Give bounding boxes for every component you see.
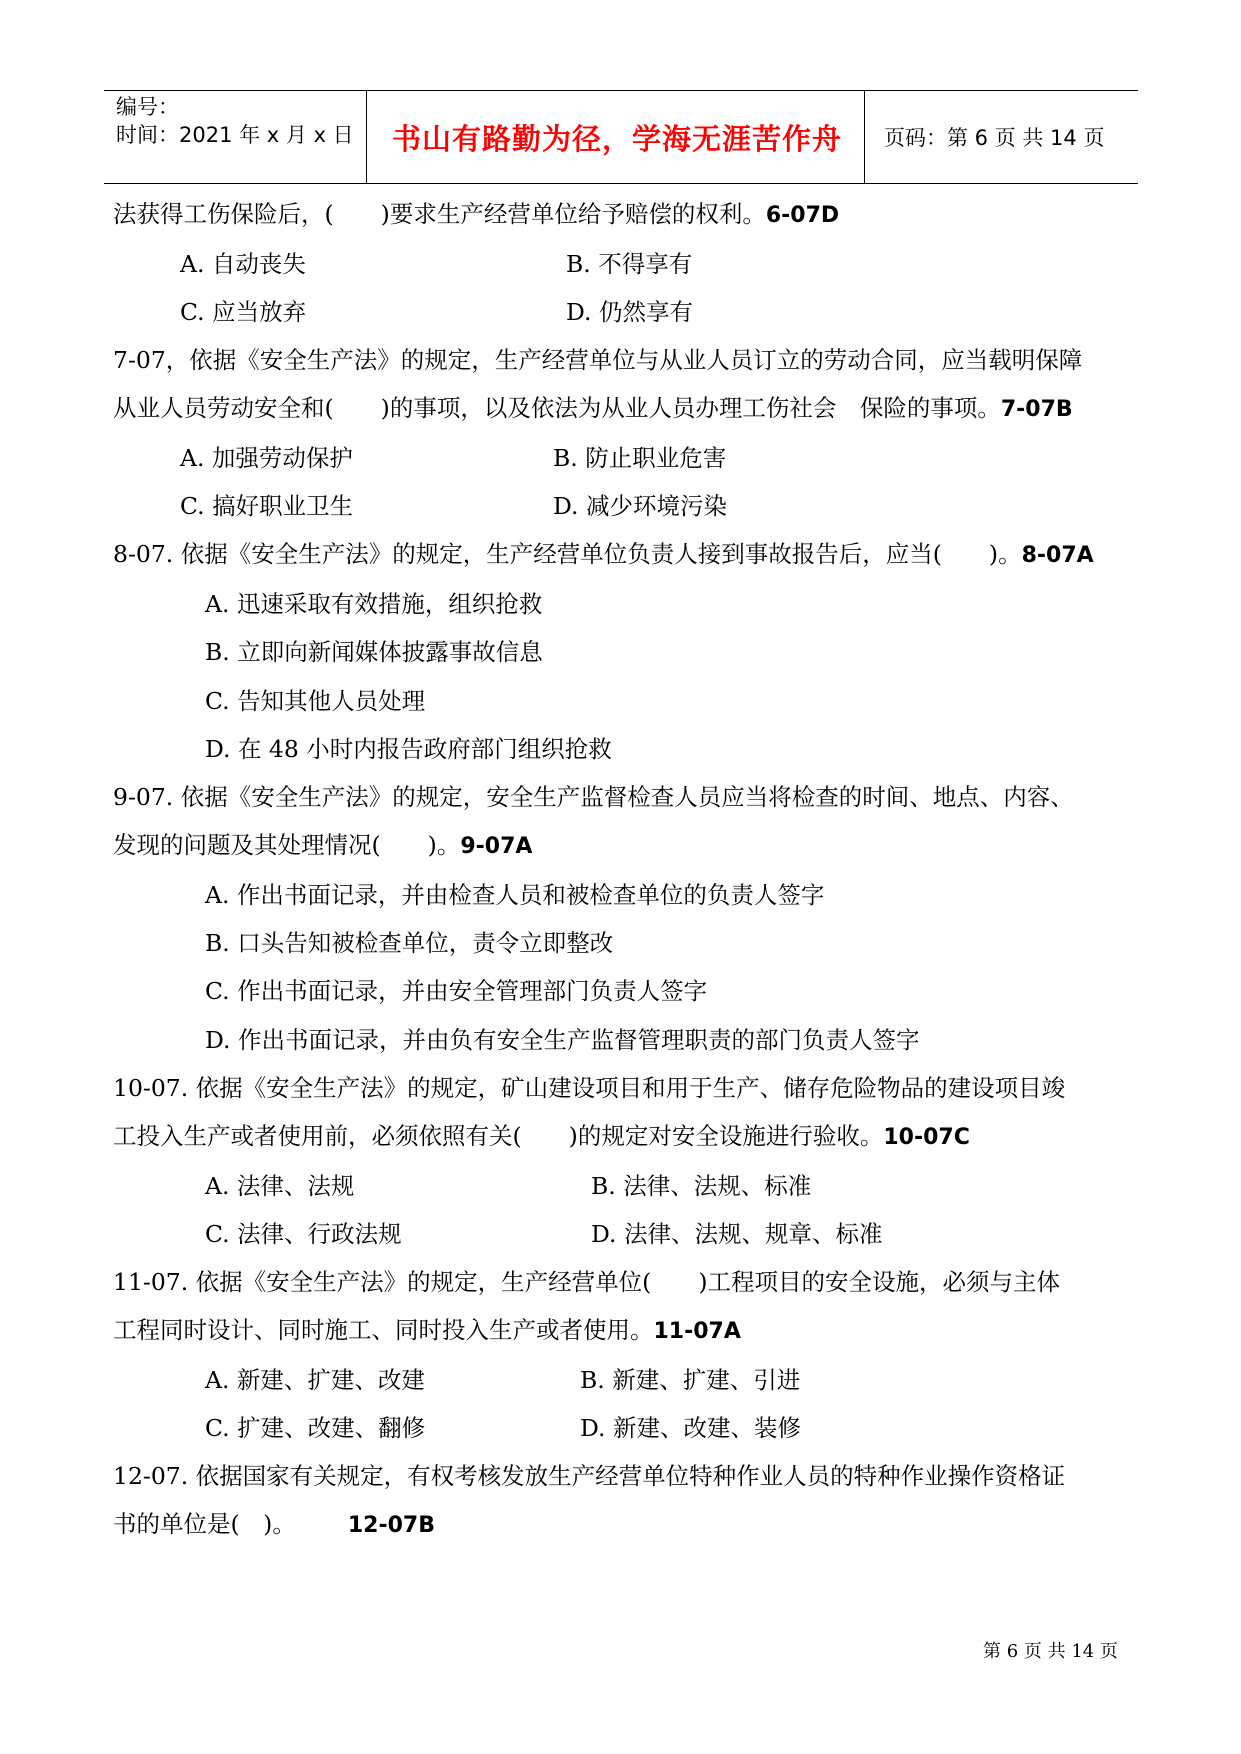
question-11-option-d: D. 新建、改建、装修 (580, 1414, 801, 1442)
question-9-option-c: C. 作出书面记录，并由安全管理部门负责人签字 (205, 977, 708, 1005)
question-10-option-a: A. 法律、法规 (205, 1172, 355, 1200)
question-8-text: 8-07. 依据《安全生产法》的规定，生产经营单位负责人接到事故报告后，应当( )。 (113, 540, 1022, 568)
question-11-line: 11-07. 依据《安全生产法》的规定，生产经营单位( )工程项目的安全设施，必须与主体 (113, 1268, 1061, 1296)
question-9-option-a: A. 作出书面记录，并由检查人员和被检查单位的负责人签字 (205, 881, 825, 909)
question-9-line: 9-07. 依据《安全生产法》的规定，安全生产监督检查人员应当将检查的时间、地点、内容、 (113, 783, 1074, 811)
question-6-option-a: A. 自动丧失 (180, 250, 306, 278)
question-10-answer: 10-07C (883, 1125, 970, 1150)
question-10-line (113, 1121, 970, 1153)
page-code: 页码：第 6 页 共 14 页 (884, 126, 1105, 150)
question-6-answer: 6-07D (765, 203, 840, 228)
question-8-option-b: B. 立即向新闻媒体披露事故信息 (205, 638, 543, 666)
header-divider (864, 91, 865, 183)
question-8-option-d: D. 在 48 小时内报告政府部门组织抢救 (205, 735, 612, 763)
question-12-line (113, 1509, 435, 1541)
question-11-option-c: C. 扩建、改建、翻修 (205, 1414, 426, 1442)
question-10-option-c: C. 法律、行政法规 (205, 1220, 402, 1248)
question-6-option-c: C. 应当放弃 (180, 298, 307, 326)
question-6-option-b: B. 不得享有 (566, 250, 693, 278)
page-footer: 第 6 页 共 14 页 (983, 1641, 1118, 1662)
question-9-option-b: B. 口头告知被检查单位，责令立即整改 (205, 929, 614, 957)
question-10-option-d: D. 法律、法规、规章、标准 (591, 1220, 883, 1248)
question-9-answer: 9-07A (460, 834, 533, 859)
question-12-answer: 12-07B (347, 1513, 435, 1538)
question-7-option-c: C. 搞好职业卫生 (180, 492, 354, 520)
header-meta (116, 91, 366, 183)
question-8-line (113, 539, 1094, 571)
question-7-line: 7-07，依据《安全生产法》的规定，生产经营单位与从业人员订立的劳动合同，应当载明保障 (113, 346, 1083, 374)
question-6-text: 法获得工伤保险后，( )要求生产经营单位给予赔偿的权利。 (113, 200, 766, 228)
question-6-option-d: D. 仍然享有 (566, 298, 693, 326)
question-8-answer: 8-07A (1021, 543, 1094, 568)
question-8-option-c: C. 告知其他人员处理 (205, 687, 426, 715)
question-7-option-a: A. 加强劳动保护 (180, 444, 353, 472)
question-12-text: 书的单位是( )。 (113, 1510, 296, 1538)
time-label: 时间：2021 年 x 月 x 日 (116, 123, 354, 147)
question-10-option-b: B. 法律、法规、标准 (591, 1172, 812, 1200)
question-7-option-d: D. 减少环境污染 (553, 492, 727, 520)
header-motto: 书山有路勤为径，学海无涯苦作舟 (391, 121, 842, 156)
question-9-line (113, 830, 532, 862)
question-9-option-d: D. 作出书面记录，并由负有安全生产监督管理职责的部门负责人签字 (205, 1026, 920, 1054)
header-divider (366, 91, 367, 183)
question-7-line (113, 393, 1073, 425)
page-header (104, 90, 1138, 184)
question-10-line: 10-07. 依据《安全生产法》的规定，矿山建设项目和用于生产、储存危险物品的建设项目竣 (113, 1074, 1066, 1102)
question-11-text: 工程同时设计、同时施工、同时投入生产或者使用。 (113, 1316, 654, 1344)
question-6-line (113, 199, 839, 231)
question-11-option-a: A. 新建、扩建、改建 (205, 1366, 425, 1394)
question-11-option-b: B. 新建、扩建、引进 (580, 1366, 801, 1394)
question-7-answer: 7-07B (1000, 397, 1073, 422)
question-8-option-a: A. 迅速采取有效措施，组织抢救 (205, 590, 543, 618)
question-10-text: 工投入生产或者使用前，必须依照有关( )的规定对安全设施进行验收。 (113, 1122, 884, 1150)
question-7-text: 从业人员劳动安全和( )的事项，以及依法为从业人员办理工伤社会 保险的事项。 (113, 394, 1001, 422)
question-12-line: 12-07. 依据国家有关规定，有权考核发放生产经营单位特种作业人员的特种作业操作资格证 (113, 1462, 1066, 1490)
question-11-answer: 11-07A (653, 1319, 741, 1344)
serial-label: 编号： (116, 95, 179, 119)
question-11-line (113, 1315, 741, 1347)
question-9-text: 发现的问题及其处理情况( )。 (113, 831, 461, 859)
question-7-option-b: B. 防止职业危害 (553, 444, 727, 472)
